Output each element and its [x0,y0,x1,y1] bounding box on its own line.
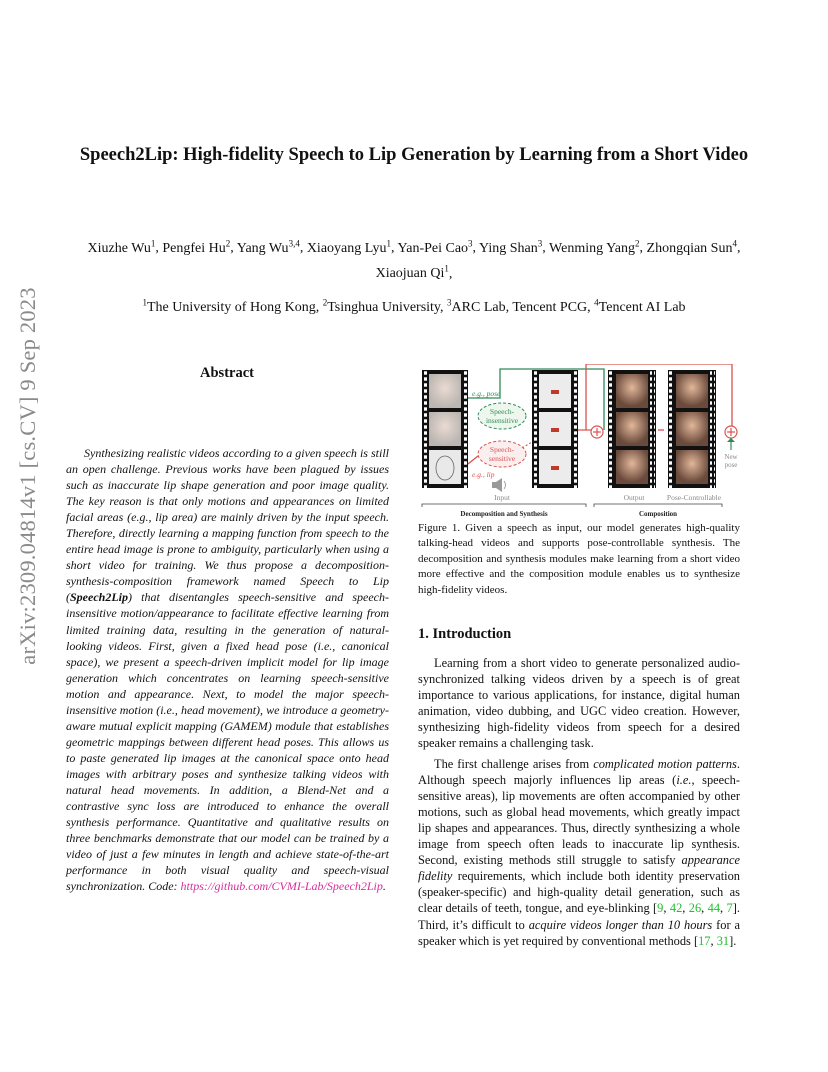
svg-text:New: New [724,453,738,461]
intermediate-film-strip [532,370,578,488]
citation-link[interactable]: 9 [657,901,664,916]
svg-text:Pose-Controllable: Pose-Controllable [666,493,722,502]
svg-text:insensitive: insensitive [485,416,519,425]
author-name: Yan-Pei Cao$^3$ [397,238,473,256]
author-name: Zhongqian Sun$^4$ [646,238,737,256]
svg-text:sensitive: sensitive [488,454,516,463]
paper-title: Speech2Lip: High-fidelity Speech to Lip Generation by Learning from a Short Video [79,145,749,165]
affiliations [60,297,768,316]
author-name: Xiuzhe Wu$^1$ [87,238,156,256]
pose-film-strip [668,370,716,488]
author-name: Xiaojuan Qi$^1$ [375,263,449,282]
svg-text:Composition: Composition [638,510,678,518]
output-film-strip [608,370,656,488]
affiliation: $^3$ARC Lab, Tencent PCG, [447,297,595,315]
introduction-body [418,655,740,953]
affiliation: $^2$Tsinghua University, [322,297,448,315]
citation-link[interactable]: 7 [726,901,733,916]
method-name: Speech2Lip [70,590,128,605]
citation-link[interactable]: 44 [707,901,721,916]
citation-link[interactable]: 17 [698,933,711,948]
svg-text:pose: pose [724,461,738,469]
author-name: Yang Wu$^{3,4}$ [236,238,300,256]
code-link[interactable]: https://github.com/CVMI-Lab/Speech2Lip [180,879,383,894]
svg-text:Speech-: Speech- [489,407,515,416]
compose-node-1 [591,426,603,438]
figure-caption: Figure 1. Given a speech as input, our model generates high-quality talking-head videos and supports pose-controllable synthesis. The decomposition and synthesis modules make learning from a short video more effective and the composition module enables us to synthesize high-fidelity videos. [418,522,740,596]
section-heading-introduction: 1. Introduction [418,626,512,642]
svg-text:Speech-: Speech- [489,445,515,454]
citation-link[interactable]: 42 [669,901,683,916]
author-name: Wenming Yang$^2$ [549,238,640,256]
author-list: Xiuzhe Wu$^1$, Pengfei Hu$^2$, Yang Wu$^{3,4}$, Xiaoyang Lyu$^1$, Yan-Pei Cao$^3$, Ying Shan$^3$, Wenming Yang$^2$, Zhongqian Sun$^4$, Xiaojuan Qi$^1$, [87,238,741,282]
pipeline-diagram [418,364,740,520]
speech-sensitive-bubble [478,441,526,467]
input-film-strip [422,370,468,488]
intro-paragraph-1: Learning from a short video to generate personalized audio-synchronized talking videos driven by a speech is of great importance to various applications, for instance, digital human animation, video dubbing, and UGC video creation. However, synthesizing high-fidelity videos from speech for a desired speaker remains a challenging task. [418,656,740,751]
compose-node-2 [725,426,737,438]
affiliation: $^1$The University of Hong Kong, [142,297,323,315]
citation-link[interactable]: 31 [716,933,730,948]
abstract-heading: Abstract [200,365,254,381]
svg-text:Input: Input [494,493,510,502]
svg-text:Decomposition and Synthesis: Decomposition and Synthesis [460,510,548,518]
affiliation: $^4$Tencent AI Lab [594,297,686,315]
intro-paragraph-2: The first challenge arises from complicated motion patterns. Although speech majorly influences lip areas (i.e., speech-sensitive areas), lip movements are often accompanied by other motions, such as global head movements, which greatly impact lip shapes and appearances. Thus, directly synthesizing a whole image from speech often leads to inaccurate lip synthesis. Second, existing methods still struggle to satisfy appearance fidelity requirements, which include both identity preservation (speaker-specific) and high-quality detail generation, such as clear details of teeth, tongue, and eye-blinking [9, 42, 26, 44, 7]. Third, it’s difficult to acquire videos longer than 10 hours for a speaker which is yet required by conventional methods [17, 31]. [418,756,740,948]
abstract-body: Synthesizing realistic videos according to a given speech is still an open challenge. Previous works have been plagued by issues such as inaccurate lip shape generation and poor image quality. The key reason is that only motions and appearances on limited facial areas (e.g., lip area) are mainly driven by the input speech. Therefore, directly learning a mapping function from speech to the entire head image is prone to ambiguity, particularly when using a short video for training. We thus propose a decomposition-synthesis-composition framework named Speech to Lip (Speech2Lip) that disentangles speech-sensitive and speech-insensitive motion/appearance to facilitate effective learning from limited training data, resulting in the generation of natural-looking videos. First, given a fixed head pose (i.e., canonical space), we present a speech-driven implicit model for lip image generation which concentrates on learning speech-sensitive motion and appearance. Next, to model the major speech-insensitive motion (i.e., head movement), we introduce a geometry-aware mutual explicit mapping (GAMEM) module that establishes geometric mappings between different head poses. This allows us to paste generated lip images at the canonical space onto head images with arbitrary poses and synthesize talking videos with natural head movements. In addition, a Blend-Net and a contrastive sync loss are introduced to enhance the overall synthesis performance. Quantitative and qualitative results on three benchmarks demonstrate that our model can be trained by a video of just a few minutes in length and achieve state-of-the-art performance in both visual quality and speech-visual synchronization. Code: https://github.com/CVMI-Lab/Speech2Lip. [66,446,389,894]
svg-text:Output: Output [623,493,645,502]
speech-insensitive-bubble [478,403,526,429]
author-name: Ying Shan$^3$ [479,238,543,256]
figure-1 [418,364,740,520]
author-name: Xiaoyang Lyu$^1$ [306,238,392,256]
pose-label: e.g., pose [472,389,501,398]
lip-label: e.g., lip [472,470,495,479]
citation-link[interactable]: 26 [688,901,702,916]
author-name: Pengfei Hu$^2$ [162,238,231,256]
speaker-icon [492,478,506,492]
arxiv-side-label: arXiv:2309.04814v1 [cs.CV] 9 Sep 2023 [15,287,40,665]
